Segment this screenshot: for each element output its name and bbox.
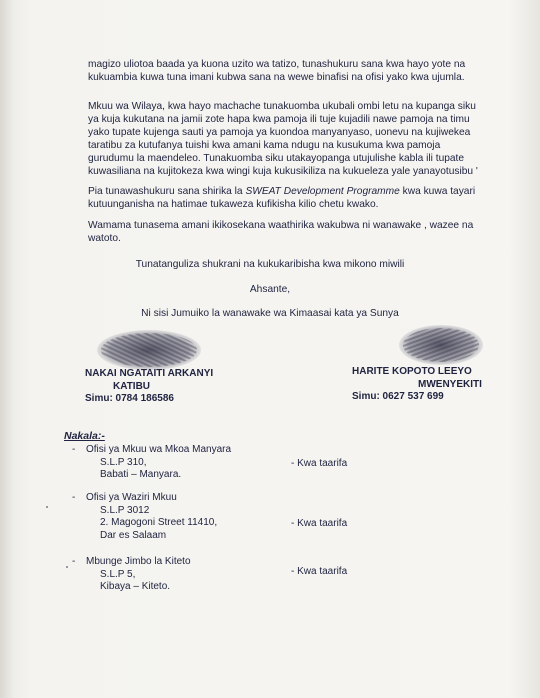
recipient-line: Babati – Manyara. (100, 469, 182, 481)
recipient-line: Dar es Salaam (100, 529, 167, 541)
organization-name: SWEAT Development Programme (245, 186, 400, 197)
copy-note: - Kwa taarifa (291, 566, 348, 577)
copies-heading: Nakala:- (64, 430, 105, 442)
recipient-line: Mbunge Jimbo la Kiteto (86, 556, 191, 567)
recipient-line: 2. Magogoni Street 11410, (100, 517, 218, 529)
paragraph-sweat-thanks (88, 185, 478, 211)
recipient-line: S.L.P 310, (100, 456, 147, 468)
signatory-right-name: HARITE KOPOTO LEEYO (352, 366, 472, 377)
signatory-left (85, 368, 213, 406)
scan-speck (66, 566, 68, 568)
list-bullet: - (72, 492, 76, 503)
copy-note: - Kwa taarifa (291, 518, 348, 529)
signatory-right (352, 366, 482, 404)
copy-recipient-mp (72, 556, 191, 594)
scan-speck (46, 506, 48, 508)
list-bullet: - (72, 556, 76, 567)
list-bullet: - (72, 444, 76, 455)
closing-signature-group: Ni sisi Jumuiko la wanawake wa Kimaasai kata ya Sunya (141, 308, 399, 319)
recipient-line: Ofisi ya Waziri Mkuu (86, 492, 177, 503)
thumbprint-left-icon (94, 326, 204, 372)
copy-recipient-regional (72, 444, 232, 482)
signatory-left-name: NAKAI NGATAITI ARKANYI (85, 368, 214, 379)
paragraph-gratitude: magizo uliotoa baada ya kuona uzito wa tatizo, tunashukuru sana kwa hayo yote na kukuambia kuwa tuna imani kubwa sana na wewe binafisi na ofisi yako kwa ujumla. (88, 59, 466, 84)
copy-recipient-pm (72, 492, 218, 542)
paragraph-peace: Wamama tunasema amani ikikosekana waathirika wakubwa ni wanawake , wazee na watoto. (88, 220, 474, 245)
thumbprint-right-icon (396, 322, 486, 368)
page-binding-edge (0, 0, 14, 698)
signatory-right-title: MWENYEKITI (418, 378, 482, 390)
copy-note: - Kwa taarifa (291, 458, 348, 469)
signatory-right-phone: Simu: 0627 537 699 (352, 391, 444, 402)
paragraph-sweat-before: Pia tunawashukuru sana shirika la (88, 186, 246, 197)
signatory-left-phone: Simu: 0784 186586 (85, 393, 174, 404)
paragraph-request: Mkuu wa Wilaya, kwa hayo machache tunakuomba ukubali ombi letu na kupanga siku ya kuja kukutana na jamii zote hapa kwa pamoja ili tuje kujadili nawe pamoja na timu yako tupate kujenga sauti ya pamoja ya kuondoa manyanyaso, uonevu na kujiwekea taratibu za kutufanya tuishi kwa amani kama ndugu na kusukuma kwa pamoja gurudumu la maendeleo. Tunakuomba siku utakayopanga utujulishe kabla ili tupate kuwasiliana na kujitokeza kwa wingi kuja kukusikiliza na kukueleza yale yanayotusibu ' (88, 101, 478, 178)
signatory-left-title: KATIBU (113, 380, 151, 392)
recipient-line: Kibaya – Kiteto. (100, 581, 171, 593)
recipient-line: S.L.P 5, (100, 568, 136, 580)
paragraph-sweat-after: kwa kuwa tayari kutuunganisha na hatimae tukaweza kufikisha kilio chetu kwako. (88, 186, 476, 211)
closing-ahsante: Ahsante, (249, 284, 291, 295)
recipient-line: S.L.P 3012 (100, 504, 150, 516)
closing-thanks: Tunatanguliza shukrani na kukukaribisha kwa mikono miwili (135, 259, 405, 270)
recipient-line: Ofisi ya Mkuu wa Mkoa Manyara (86, 444, 232, 455)
